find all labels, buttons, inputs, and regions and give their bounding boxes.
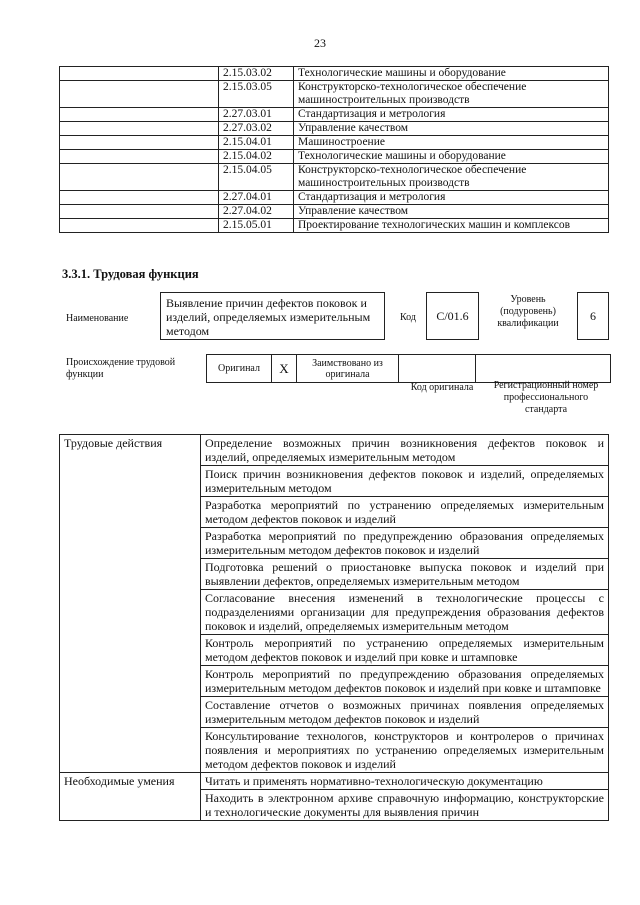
specialty-name: Управление качеством (294, 122, 609, 136)
specialty-name: Технологические машины и оборудование (294, 150, 609, 164)
specialty-row (60, 164, 609, 191)
specialty-empty-cell (60, 205, 219, 219)
specialty-row (60, 67, 609, 81)
level-label: Уровень (подуровень) квалификации (497, 294, 559, 329)
specialty-empty-cell (60, 136, 219, 150)
specialty-name: Конструкторско-технологическое обеспечение машиностроительных производств (294, 81, 609, 108)
function-name: Выявление причин дефектов поковок и изделий, определяемых измерительным методом (160, 292, 385, 340)
specialty-name: Технологические машины и оборудование (294, 67, 609, 81)
required-skill-category: Необходимые умения (60, 773, 201, 821)
required-skill-item: Читать и применять нормативно-технологическую документацию (201, 773, 609, 790)
labor-action-item: Консультирование технологов, конструкторов и контролеров о причинах появления и мероприятиях по устранению определяемых измерительным методом дефектов поковок и изделий (201, 728, 609, 773)
origin-table (206, 354, 611, 383)
borrowed-label: Заимствовано из оригинала (297, 355, 399, 383)
reg-number-caption: Регистрационный номер профессионального стандарта (493, 380, 599, 415)
specialty-code: 2.27.03.02 (219, 122, 294, 136)
specialty-row (60, 219, 609, 233)
labor-action-item: Разработка мероприятий по предупреждению образования определяемых измерительным методом дефектов поковок и изделий (201, 528, 609, 559)
specialty-row (60, 136, 609, 150)
labor-action-item: Подготовка решений о приостановке выпуска поковок и изделий при выявлении дефектов, определяемых измерительным методом (201, 559, 609, 590)
labor-action-item: Поиск причин возникновения дефектов поковок и изделий, определяемых измерительным методом (201, 466, 609, 497)
specialty-empty-cell (60, 81, 219, 108)
specialty-empty-cell (60, 191, 219, 205)
specialty-row (60, 81, 609, 108)
section-title: 3.3.1. Трудовая функция (62, 267, 199, 281)
specialty-code: 2.15.04.01 (219, 136, 294, 150)
specialty-code: 2.15.05.01 (219, 219, 294, 233)
specialty-empty-cell (60, 164, 219, 191)
specialty-name: Стандартизация и метрология (294, 108, 609, 122)
labor-action-item: Определение возможных причин возникновения дефектов поковок и изделий, определяемых измерительным методом (201, 435, 609, 466)
code-label: Код (400, 312, 416, 323)
specialty-code: 2.15.04.02 (219, 150, 294, 164)
specialty-name: Машиностроение (294, 136, 609, 150)
required-skill-item: Находить в электронном архиве справочную информацию, конструкторские и технологические документы для выявления причин (201, 790, 609, 821)
required-skill-row (60, 773, 609, 790)
specialty-empty-cell (60, 67, 219, 81)
specialty-name: Стандартизация и метрология (294, 191, 609, 205)
specialty-empty-cell (60, 108, 219, 122)
labor-action-category: Трудовые действия (60, 435, 201, 773)
original-code-caption: Код оригинала (410, 382, 474, 393)
page-number: 23 (314, 36, 326, 50)
specialty-row (60, 150, 609, 164)
origin-label: Происхождение трудовой функции (66, 357, 176, 380)
labor-action-item: Контроль мероприятий по предупреждению образования определяемых измерительным методом дефектов поковок и изделий при ковке и штамповке (201, 666, 609, 697)
labor-action-item: Контроль мероприятий по устранению определяемых измерительным методом дефектов поковок и изделий при ковке и штамповке (201, 635, 609, 666)
specialty-empty-cell (60, 150, 219, 164)
specialty-empty-cell (60, 122, 219, 136)
specialty-name: Проектирование технологических машин и комплексов (294, 219, 609, 233)
specialty-code: 2.15.04.05 (219, 164, 294, 191)
name-label: Наименование (66, 313, 129, 324)
labor-action-item: Разработка мероприятий по устранению определяемых измерительным методом дефектов поковок и изделий (201, 497, 609, 528)
specialty-row (60, 191, 609, 205)
specialty-empty-cell (60, 219, 219, 233)
specialty-row (60, 205, 609, 219)
qualification-level: 6 (577, 292, 609, 340)
function-code: C/01.6 (426, 292, 479, 340)
specialty-code: 2.27.04.02 (219, 205, 294, 219)
original-mark: X (272, 355, 297, 383)
specialty-row (60, 108, 609, 122)
specialty-code: 2.27.03.01 (219, 108, 294, 122)
labor-function-table (59, 434, 609, 821)
specialty-code: 2.15.03.02 (219, 67, 294, 81)
specialty-code: 2.27.04.01 (219, 191, 294, 205)
specialty-name: Управление качеством (294, 205, 609, 219)
specialty-name: Конструкторско-технологическое обеспечение машиностроительных производств (294, 164, 609, 191)
specialty-row (60, 122, 609, 136)
labor-action-item: Согласование внесения изменений в технологические процессы с подразделениями организации для предупреждения образования дефектов поковок и изделий, определяемых измерительным методом (201, 590, 609, 635)
specialties-table (59, 66, 609, 233)
original-code-cell (399, 355, 476, 383)
original-label: Оригинал (207, 355, 272, 383)
labor-action-item: Составление отчетов о возможных причинах появления определяемых измерительным методом дефектов поковок и изделий (201, 697, 609, 728)
reg-number-cell (476, 355, 611, 383)
labor-action-row (60, 435, 609, 466)
specialty-code: 2.15.03.05 (219, 81, 294, 108)
